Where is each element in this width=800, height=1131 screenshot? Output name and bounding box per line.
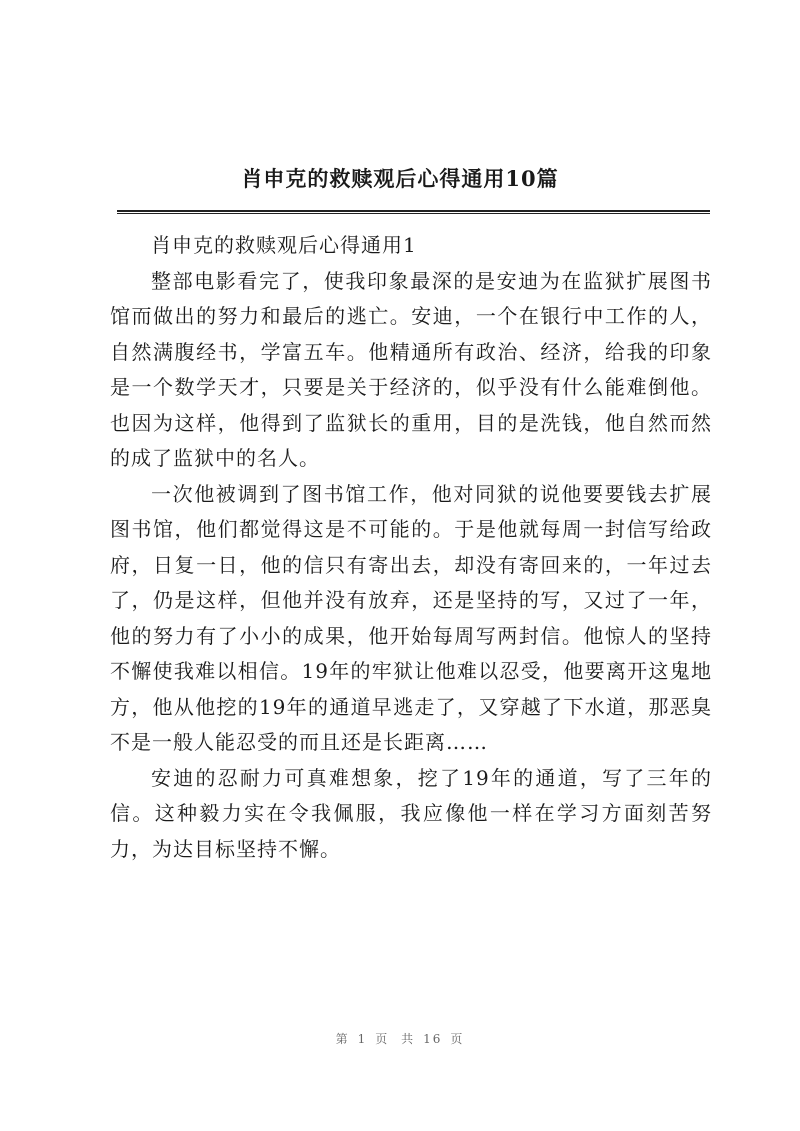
document-body [110,228,712,867]
footer-current-page: 1 [357,1032,368,1046]
paragraph-1: 整部电影看完了，使我印象最深的是安迪为在监狱扩展图书馆而做出的努力和最后的逃亡。安迪，一个在银行中工作的人，自然满腹经书，学富五车。他精通所有政治、经济，给我的印象是一个数学天才，只要是关于经济的，似乎没有什么能难倒他。也因为这样，他得到了监狱长的重用，目的是洗钱，他自然而然的成了监狱中的名人。 [110,268,712,470]
footer-label-page: 第 [335,1032,350,1046]
footer-label-pages: 页 [450,1032,465,1046]
title-divider [117,210,710,214]
footer-label-of: 页 共 [375,1032,416,1046]
page-footer [0,1030,800,1047]
paragraph-2: 一次他被调到了图书馆工作，他对同狱的说他要要钱去扩展图书馆，他们都觉得这是不可能的。于是他就每周一封信写给政府，日复一日，他的信只有寄出去，却没有寄回来的，一年过去了，仍是这样，但他并没有放弃，还是坚持的写，又过了一年，他的努力有了小小的成果，他开始每周写两封信。他惊人的坚持不懈使我难以相信。19年的牢狱让他难以忍受，他要离开这鬼地方，他从他挖的19年的通道早逃走了，又穿越了下水道，那恶臭不是一般人能忍受的而且还是长距离…… [110,481,712,754]
section-heading: 肖申克的救赎观后心得通用1 [151,233,417,257]
paragraph-3: 安迪的忍耐力可真难想象，挖了19年的通道，写了三年的信。这种毅力实在令我佩服，我应像他一样在学习方面刻苦努力，为达目标坚持不懈。 [110,765,712,861]
footer-total-pages: 16 [423,1032,443,1046]
document-title: 肖申克的救赎观后心得通用10篇 [241,166,559,191]
